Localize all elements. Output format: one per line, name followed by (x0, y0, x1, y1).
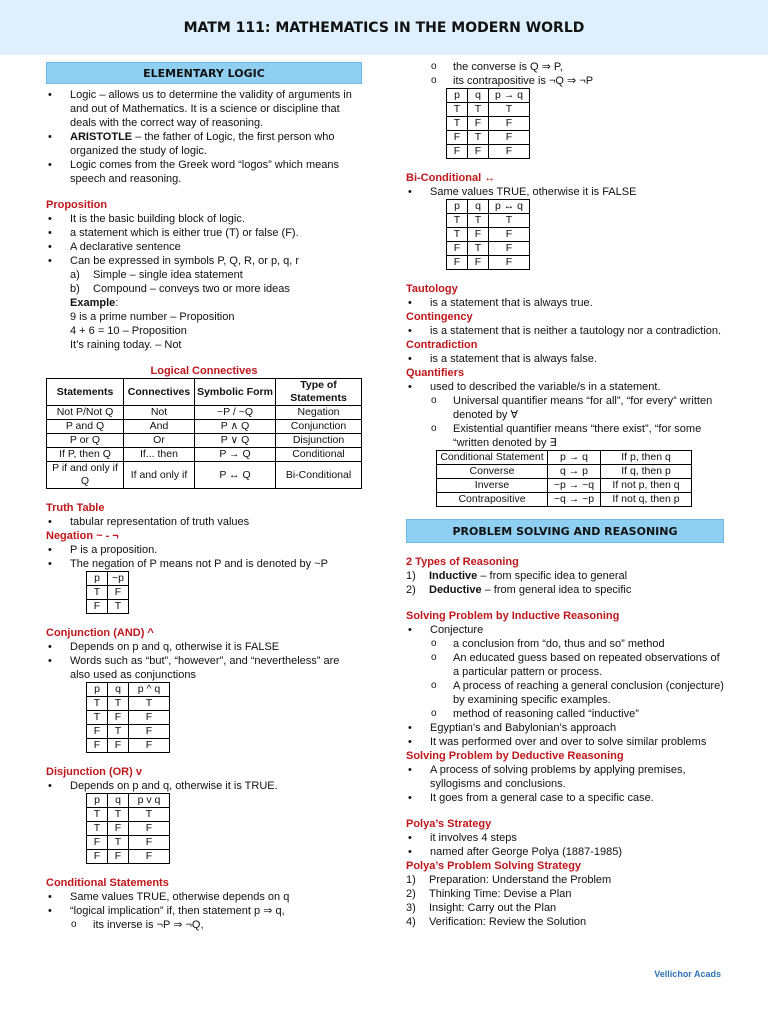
statement-variants-table (436, 450, 692, 507)
list-item: 4) Verification: Review the Solution (406, 916, 587, 928)
deductive-heading: Solving Problem by Deductive Reasoning (406, 750, 624, 762)
list-item: 2) Thinking Time: Devise a Plan (406, 888, 572, 900)
biconditional-table (446, 199, 530, 270)
table-row: T F F (87, 822, 170, 836)
list-item: • Logic comes from the Greek word “logos” which means speech and reasoning. (46, 158, 362, 186)
list-item: • is a statement that is always false. (406, 352, 724, 366)
proposition-heading: Proposition (46, 199, 108, 211)
list-item: o An educated guess based on repeated observations of a particular pattern or process. (406, 651, 724, 679)
table-row: T F (87, 586, 129, 600)
table-row: F T F (447, 242, 530, 256)
list-item: 1) Preparation: Understand the Problem (406, 874, 612, 886)
list-item (46, 130, 362, 158)
right-column (406, 60, 724, 929)
list-item: o its contrapositive is ¬Q ⇒ ¬P (406, 74, 724, 88)
list-item: • It goes from a general case to a specific case. (406, 791, 724, 805)
list-item: • Depends on p and q, otherwise it is TRUE. (46, 779, 362, 793)
list-item: o its inverse is ¬P ⇒ ¬Q, (46, 918, 362, 932)
example-label: Example: (70, 297, 119, 309)
table-row: p q p ↔ q (447, 200, 530, 214)
disjunction-heading: Disjunction (OR) v (46, 766, 142, 778)
polya-steps-heading: Polya’s Problem Solving Strategy (406, 860, 582, 872)
list-item: • Words such as “but”, “however”, and “nevertheless” are also used as conjunctions (46, 654, 362, 682)
list-marker: a) (70, 269, 80, 281)
table-row: F F F (87, 850, 170, 864)
list-item: • Same values TRUE, otherwise it is FALSE (406, 185, 724, 199)
conditional-table (446, 88, 530, 159)
aristotle-term: ARISTOTLE (70, 131, 133, 143)
biconditional-heading: Bi-Conditional ↔ (406, 172, 496, 184)
example-line: 4 + 6 = 10 – Proposition (70, 325, 187, 337)
list-item: o the converse is Q ⇒ P, (406, 60, 724, 74)
list-item: • A declarative sentence (46, 240, 362, 254)
list-text: Compound – conveys two or more ideas (93, 283, 290, 295)
list-item: • named after George Polya (1887-1985) (406, 845, 724, 859)
page-title: MATM 111: MATHEMATICS IN THE MODERN WORLD (0, 0, 768, 55)
table-row: F T F (87, 836, 170, 850)
elementary-logic-banner: ELEMENTARY LOGIC (46, 62, 362, 84)
list-item: • Depends on p and q, otherwise it is FALSE (46, 640, 362, 654)
list-text: Simple – single idea statement (93, 269, 243, 281)
table-row: F F F (447, 145, 530, 159)
table-row: Conditional Statement p → q If p, then q (437, 451, 692, 465)
list-item: • A process of solving problems by applying premises, syllogisms and conclusions. (406, 763, 724, 791)
table-row: Contrapositive ~q → ~p If not q, then p (437, 493, 692, 507)
list-item: • Can be expressed in symbols P, Q, R, or p, q, r (46, 254, 362, 268)
example-line: It’s raining today. – Not (70, 339, 182, 351)
list-item: • Logic – allows us to determine the validity of arguments in and out of Mathematics. It is a science or discipline that deals with the correct way of reasoning. (46, 88, 362, 130)
table-row: T T T (447, 214, 530, 228)
aristotle-text: – the father of Logic, the first person who organized the study of logic. (70, 131, 335, 157)
list-item: • P is a proposition. (46, 543, 362, 557)
list-item: • a statement which is either true (T) or false (F). (46, 226, 362, 240)
truth-table-heading: Truth Table (46, 502, 105, 514)
list-item: • it involves 4 steps (406, 831, 724, 845)
table-row: T F F (87, 711, 170, 725)
table-row: Not P/Not Q Not ~P / ~Q Negation (47, 406, 362, 420)
list-item: o Universal quantifier means “for all”, “for every” written denoted by ∀ (406, 394, 724, 422)
table-header: Statements (47, 379, 124, 406)
table-row: P if and only if Q If and only if P ↔ Q Bi-Conditional (47, 462, 362, 489)
table-row: Inverse ~p → ~q If not p, then q (437, 479, 692, 493)
list-item (46, 268, 362, 282)
table-header: Connectives (124, 379, 195, 406)
table-row: p ~p (87, 572, 129, 586)
list-item: • is a statement that is always true. (406, 296, 724, 310)
intro-list (46, 88, 362, 186)
conjunction-heading: Conjunction (AND) ^ (46, 627, 154, 639)
table-row: T T T (87, 808, 170, 822)
table-row: p q p v q (87, 794, 170, 808)
footer-brand: Vellichor Acads (654, 969, 721, 979)
list-item: • “logical implication” if, then statement p ⇒ q, (46, 904, 362, 918)
inductive-heading: Solving Problem by Inductive Reasoning (406, 610, 620, 622)
table-row: P or Q Or P ∨ Q Disjunction (47, 434, 362, 448)
negation-table (86, 571, 129, 614)
table-row: T T T (447, 103, 530, 117)
list-item: 3) Insight: Carry out the Plan (406, 902, 557, 914)
table-row: F T F (87, 725, 170, 739)
list-item: 1) Inductive – from specific idea to general (406, 570, 628, 582)
list-item: • used to described the variable/s in a statement. (406, 380, 724, 394)
list-item: o A process of reaching a general conclusion (conjecture) by examining specific examples. (406, 679, 724, 707)
conditional-heading: Conditional Statements (46, 877, 169, 889)
list-item: • The negation of P means not P and is denoted by ~P (46, 557, 362, 571)
disjunction-table (86, 793, 170, 864)
list-item: o method of reasoning called “inductive” (406, 707, 724, 721)
list-item: 2) Deductive – from general idea to specific (406, 584, 632, 596)
table-row: If P, then Q If... then P → Q Conditional (47, 448, 362, 462)
table-row: T F F (447, 228, 530, 242)
reasoning-heading: 2 Types of Reasoning (406, 556, 519, 568)
list-item: • It is the basic building block of logic. (46, 212, 362, 226)
table-row: Converse q → p If q, then p (437, 465, 692, 479)
list-item: • Conjecture (406, 623, 724, 637)
table-row: F F F (447, 256, 530, 270)
table-row: F T (87, 600, 129, 614)
list-item: • is a statement that is neither a tautology nor a contradiction. (406, 324, 724, 338)
left-column (46, 62, 362, 932)
contingency-heading: Contingency (406, 311, 473, 323)
table-row: F T F (447, 131, 530, 145)
list-item: • Same values TRUE, otherwise depends on q (46, 890, 362, 904)
table-row: p q p → q (447, 89, 530, 103)
list-item: • Egyptian’s and Babylonian’s approach (406, 721, 724, 735)
table-header: Type of Statements (276, 379, 362, 406)
polya-heading: Polya’s Strategy (406, 818, 492, 830)
connectives-table (46, 378, 362, 489)
list-item: • tabular representation of truth values (46, 515, 362, 529)
list-item: o Existential quantifier means “there exist”, “for some “written denoted by ∃ (406, 422, 724, 450)
list-item (46, 282, 362, 296)
table-row: P and Q And P ∧ Q Conjunction (47, 420, 362, 434)
table-row: F F F (87, 739, 170, 753)
table-row: p q p ^ q (87, 683, 170, 697)
conjunction-table (86, 682, 170, 753)
table-header: Symbolic Form (195, 379, 276, 406)
quantifiers-heading: Quantifiers (406, 367, 465, 379)
table-row: T T T (87, 697, 170, 711)
negation-heading: Negation ~ - ¬ (46, 530, 119, 542)
contradiction-heading: Contradiction (406, 339, 478, 351)
list-marker: b) (70, 283, 80, 295)
tautology-heading: Tautology (406, 283, 458, 295)
example-line: 9 is a prime number – Proposition (70, 311, 235, 323)
proposition-list (46, 212, 362, 268)
list-item: • It was performed over and over to solve similar problems (406, 735, 724, 749)
connectives-heading: Logical Connectives (150, 365, 258, 377)
problem-solving-banner: PROBLEM SOLVING AND REASONING (406, 519, 724, 543)
list-item: o a conclusion from “do, thus and so” method (406, 637, 724, 651)
table-row: T F F (447, 117, 530, 131)
